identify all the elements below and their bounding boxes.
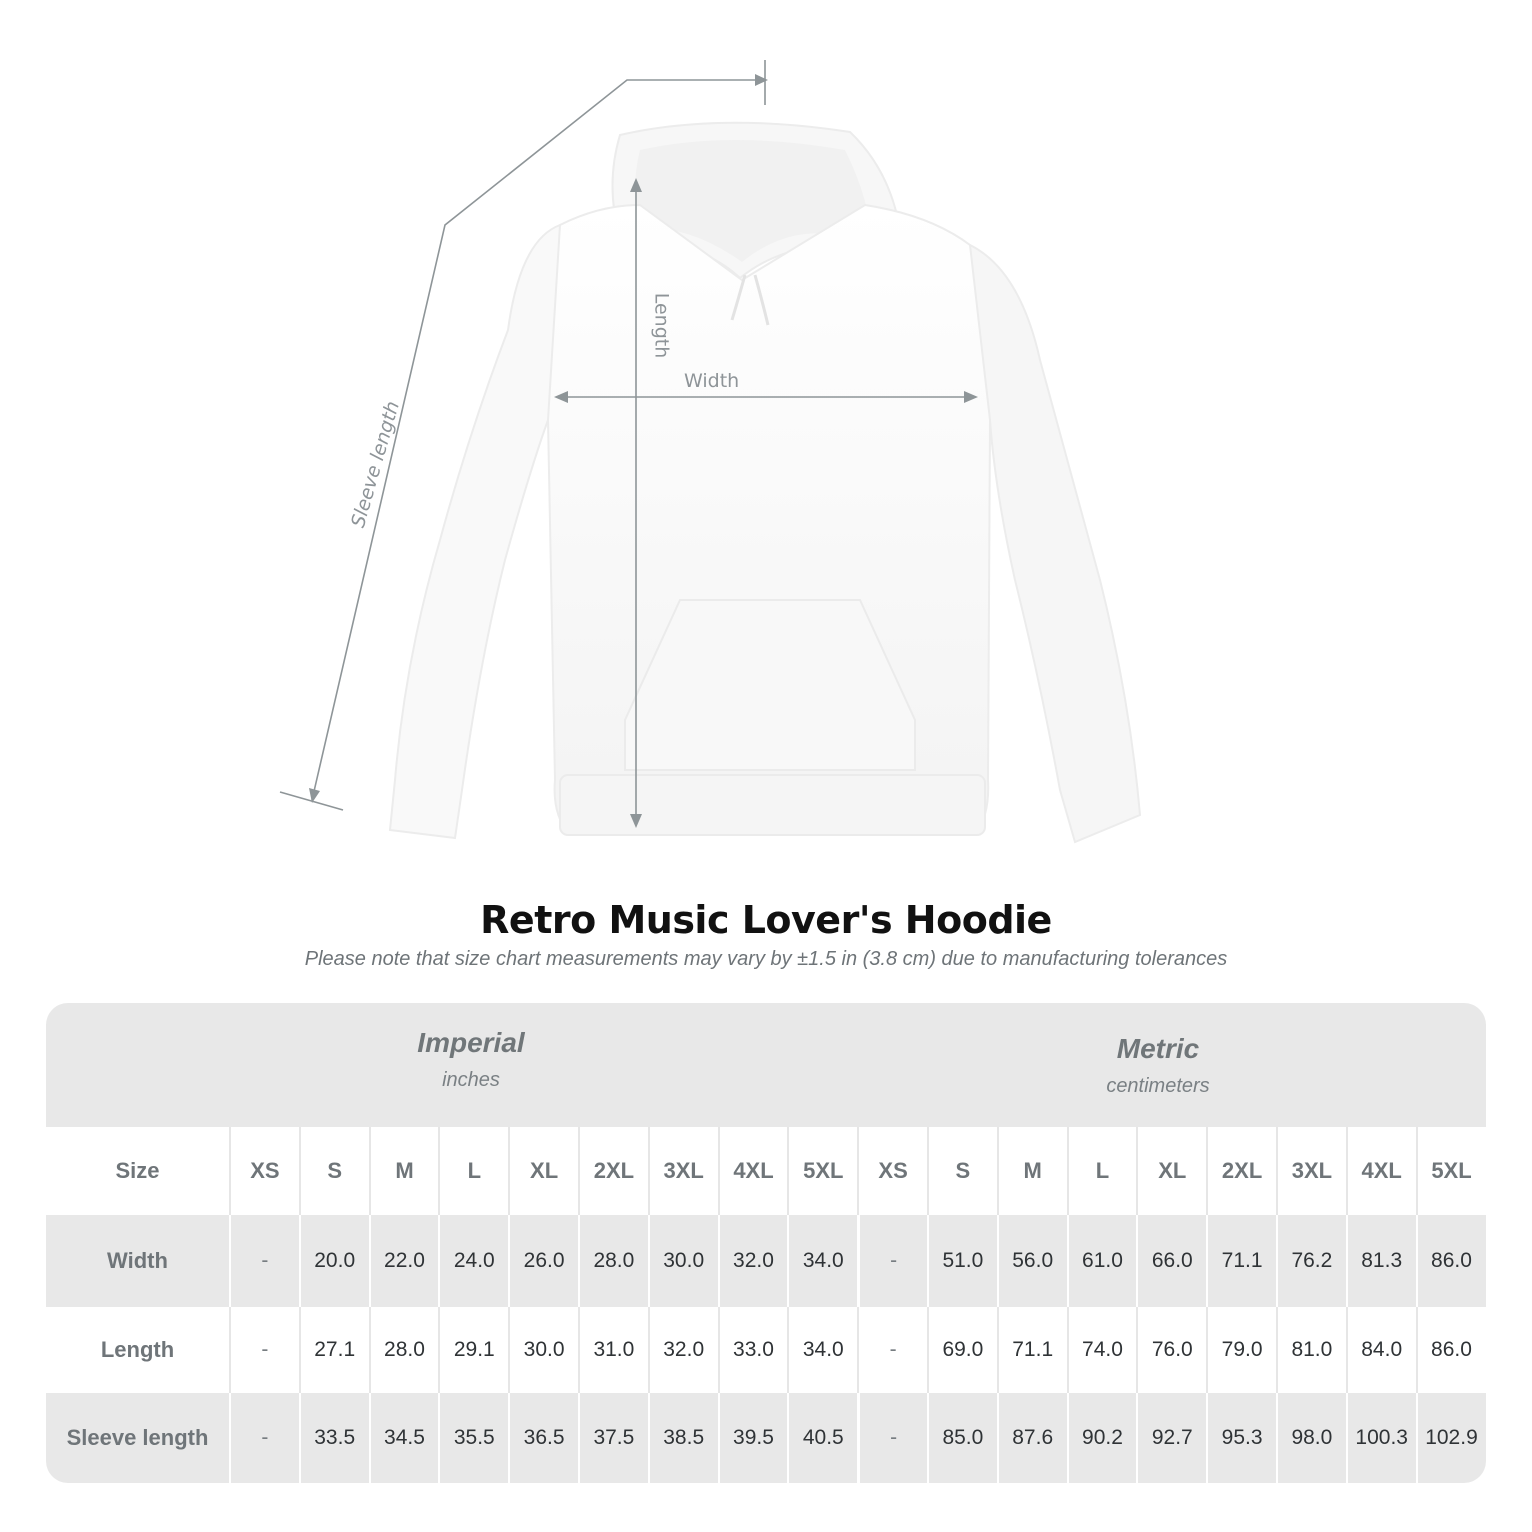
imperial-value-cell: 34.5 (369, 1393, 439, 1483)
metric-value-cell: 81.3 (1346, 1215, 1416, 1307)
imperial-value-cell: 38.5 (648, 1393, 718, 1483)
metric-size-header: M (997, 1127, 1067, 1215)
imperial-value-cell: 30.0 (508, 1307, 578, 1393)
page-title: Retro Music Lover's Hoodie (480, 898, 1052, 942)
metric-size-header: 4XL (1346, 1127, 1416, 1215)
imperial-value-cell: 34.0 (787, 1307, 857, 1393)
width-label: Width (684, 370, 740, 392)
size-chart (46, 1003, 1486, 1483)
imperial-value-cell: 40.5 (787, 1393, 857, 1483)
imperial-value-cell: 32.0 (648, 1307, 718, 1393)
right-sleeve (970, 245, 1140, 842)
kangaroo-pocket (625, 600, 915, 770)
imperial-value-cell: 28.0 (578, 1215, 648, 1307)
sleeve-length-label: Sleeve length (346, 398, 405, 531)
metric-value-cell: 56.0 (997, 1215, 1067, 1307)
metric-size-header: L (1067, 1127, 1137, 1215)
metric-size-header: XL (1136, 1127, 1206, 1215)
metric-value-cell: 92.7 (1136, 1393, 1206, 1483)
metric-value-cell: 81.0 (1276, 1307, 1346, 1393)
imperial-value-cell: 26.0 (508, 1215, 578, 1307)
row-label: Sleeve length (66, 1425, 209, 1450)
metric-title: Metric (1116, 1033, 1200, 1064)
imperial-value-cell: 27.1 (299, 1307, 369, 1393)
waistband (560, 775, 985, 835)
imperial-size-header: XL (508, 1127, 578, 1215)
imperial-value-cell: - (229, 1215, 299, 1307)
imperial-size-header: XS (229, 1127, 299, 1215)
metric-value-cell: - (857, 1393, 927, 1483)
metric-value-cell: 71.1 (1206, 1215, 1276, 1307)
metric-size-header: S (927, 1127, 997, 1215)
imperial-value-cell: 20.0 (299, 1215, 369, 1307)
imperial-value-cell: 32.0 (718, 1215, 788, 1307)
metric-header (958, 1033, 1358, 1098)
tolerance-note: Please note that size chart measurements may vary by ±1.5 in (3.8 cm) due to manufacturing tolerances (304, 948, 1228, 970)
imperial-value-cell: 24.0 (438, 1215, 508, 1307)
imperial-size-header: S (299, 1127, 369, 1215)
size-header-row (46, 1127, 1486, 1215)
imperial-size-header: 3XL (648, 1127, 718, 1215)
metric-value-cell: 66.0 (1136, 1215, 1206, 1307)
imperial-size-header: M (369, 1127, 439, 1215)
metric-size-header: 5XL (1416, 1127, 1486, 1215)
imperial-value-cell: 39.5 (718, 1393, 788, 1483)
metric-value-cell: - (857, 1215, 927, 1307)
row-label: Length (100, 1337, 175, 1362)
imperial-value-cell: 33.5 (299, 1393, 369, 1483)
metric-value-cell: 87.6 (997, 1393, 1067, 1483)
metric-value-cell: 76.2 (1276, 1215, 1346, 1307)
metric-value-cell: 102.9 (1416, 1393, 1486, 1483)
metric-value-cell: 85.0 (927, 1393, 997, 1483)
left-sleeve (390, 225, 560, 838)
row-label: Width (107, 1248, 168, 1273)
imperial-size-header: 4XL (718, 1127, 788, 1215)
imperial-value-cell: - (229, 1307, 299, 1393)
imperial-value-cell: 22.0 (369, 1215, 439, 1307)
imperial-value-cell: 30.0 (648, 1215, 718, 1307)
metric-value-cell: 69.0 (927, 1307, 997, 1393)
metric-value-cell: 86.0 (1416, 1307, 1486, 1393)
metric-value-cell: 84.0 (1346, 1307, 1416, 1393)
imperial-title: Imperial (417, 1027, 525, 1058)
imperial-value-cell: 34.0 (787, 1215, 857, 1307)
table-row (46, 1215, 1486, 1307)
imperial-value-cell: 35.5 (438, 1393, 508, 1483)
metric-value-cell: 51.0 (927, 1215, 997, 1307)
metric-size-header: XS (857, 1127, 927, 1215)
imperial-size-header: 5XL (787, 1127, 857, 1215)
metric-value-cell: 76.0 (1136, 1307, 1206, 1393)
metric-value-cell: 98.0 (1276, 1393, 1346, 1483)
imperial-value-cell: 36.5 (508, 1393, 578, 1483)
metric-value-cell: 79.0 (1206, 1307, 1276, 1393)
metric-value-cell: 95.3 (1206, 1393, 1276, 1483)
metric-size-header: 3XL (1276, 1127, 1346, 1215)
imperial-size-header: L (438, 1127, 508, 1215)
table-row (46, 1393, 1486, 1483)
imperial-value-cell: 33.0 (718, 1307, 788, 1393)
metric-value-cell: 71.1 (997, 1307, 1067, 1393)
imperial-value-cell: 29.1 (438, 1307, 508, 1393)
table-row (46, 1307, 1486, 1393)
metric-unit: centimeters (1106, 1075, 1210, 1097)
imperial-unit: inches (442, 1069, 500, 1091)
imperial-header (271, 1027, 671, 1092)
imperial-value-cell: 28.0 (369, 1307, 439, 1393)
unit-header (46, 1003, 1486, 1127)
imperial-value-cell: 37.5 (578, 1393, 648, 1483)
length-label: Length (650, 292, 673, 359)
imperial-value-cell: 31.0 (578, 1307, 648, 1393)
metric-value-cell: 61.0 (1067, 1215, 1137, 1307)
metric-value-cell: - (857, 1307, 927, 1393)
metric-size-header: 2XL (1206, 1127, 1276, 1215)
imperial-size-header: 2XL (578, 1127, 648, 1215)
imperial-value-cell: - (229, 1393, 299, 1483)
size-header-label: Size (115, 1158, 160, 1183)
metric-value-cell: 100.3 (1346, 1393, 1416, 1483)
metric-value-cell: 74.0 (1067, 1307, 1137, 1393)
metric-value-cell: 86.0 (1416, 1215, 1486, 1307)
metric-value-cell: 90.2 (1067, 1393, 1137, 1483)
